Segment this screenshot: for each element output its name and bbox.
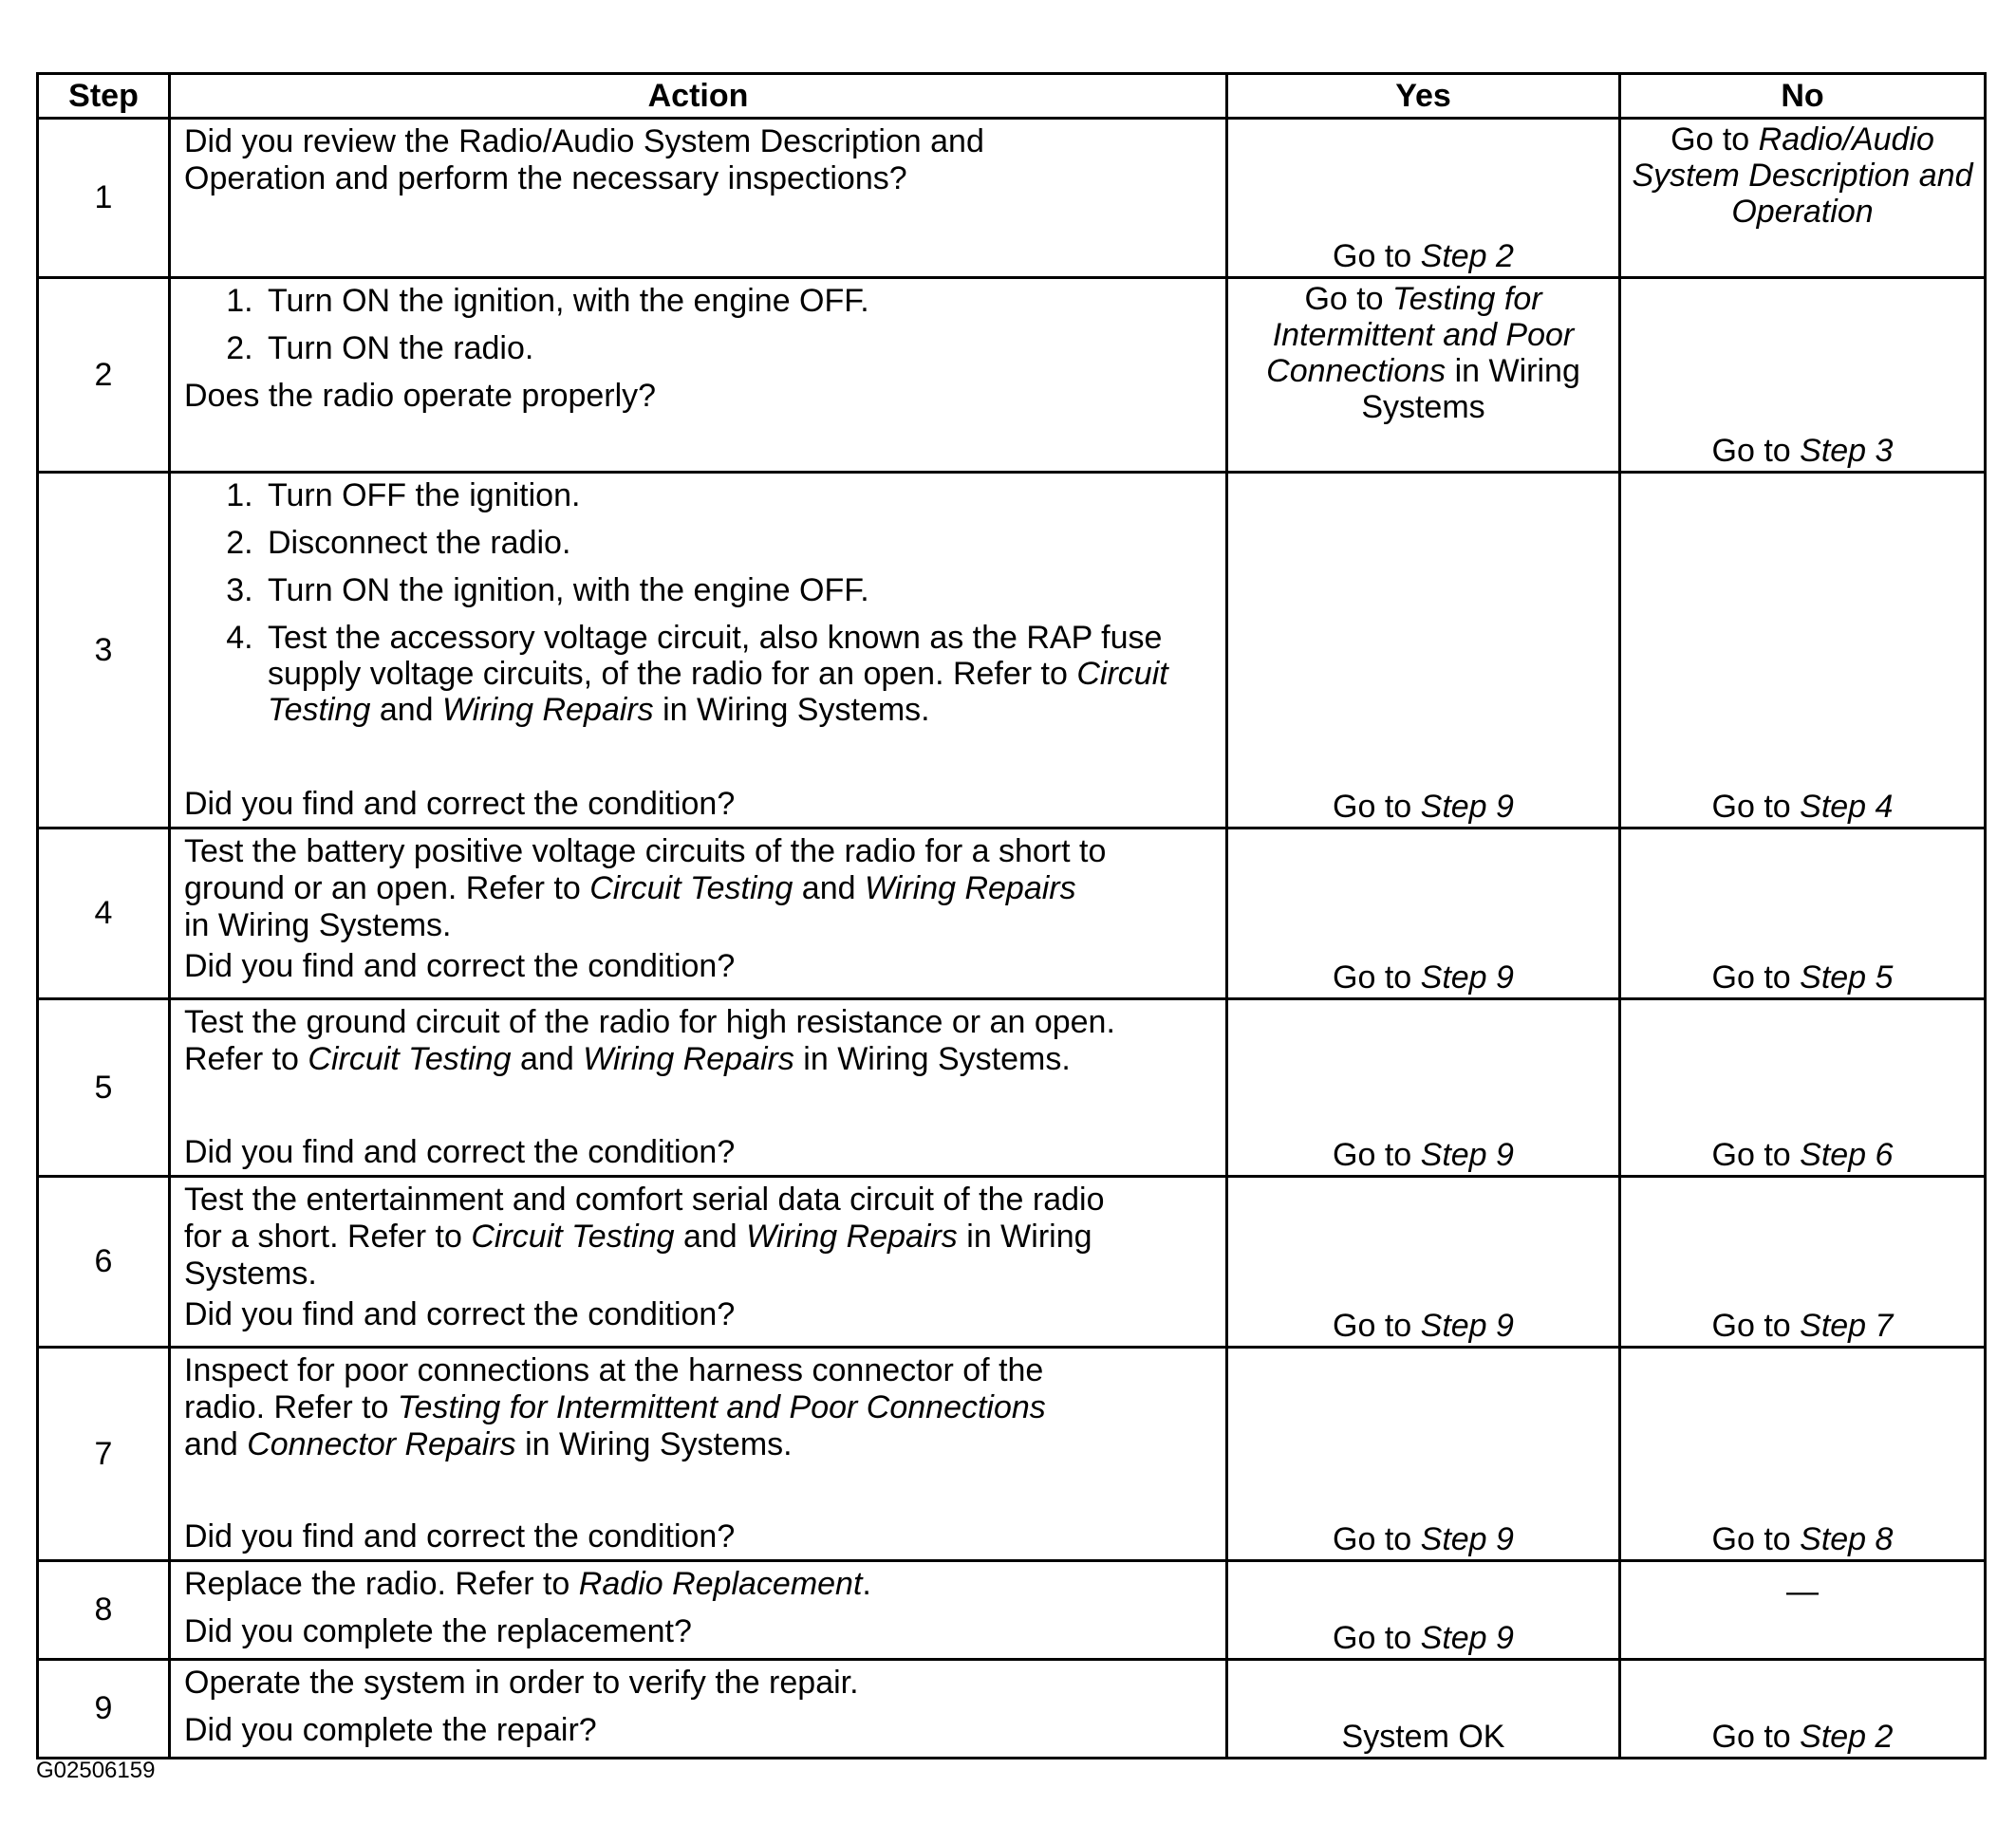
- table-row: [38, 1348, 1986, 1561]
- table-row: [38, 1660, 1986, 1759]
- header-action: Action: [170, 74, 1227, 119]
- yes-text: Go to: [1333, 1137, 1421, 1173]
- action-question: Did you find and correct the condition?: [184, 786, 736, 822]
- no-link[interactable]: Step 5: [1800, 959, 1894, 996]
- figure-id: G02506159: [36, 1758, 156, 1783]
- action-line: and Connector Repairs in Wiring Systems.: [184, 1426, 793, 1462]
- action-text: [184, 1004, 1212, 1078]
- action-line: Test the ground circuit of the radio for high resistance or an open.: [184, 1004, 1115, 1040]
- table-row: [38, 473, 1986, 828]
- action-cell: [170, 473, 1227, 828]
- action-question: Did you complete the repair?: [184, 1712, 597, 1748]
- action-list-item: 2. Disconnect the radio.: [262, 525, 1212, 562]
- yes-cell: [1227, 1177, 1620, 1348]
- yes-link[interactable]: Step 2: [1420, 238, 1514, 274]
- action-line: Replace the radio. Refer to Radio Replacement.: [184, 1566, 871, 1602]
- no-text: Go to: [1711, 789, 1801, 825]
- action-question: Does the radio operate properly?: [184, 378, 657, 414]
- action-line: radio. Refer to Testing for Intermittent and Poor Connections: [184, 1389, 1046, 1425]
- no-link[interactable]: Step 8: [1800, 1521, 1894, 1557]
- no-cell: [1620, 828, 1986, 999]
- no-cell: [1620, 1660, 1986, 1759]
- step-number: 4: [38, 828, 170, 999]
- action-line: Did you review the Radio/Audio System Description and: [184, 123, 984, 159]
- step-number: 8: [38, 1561, 170, 1660]
- yes-cell: [1227, 1348, 1620, 1561]
- step-number: 3: [38, 473, 170, 828]
- action-content: [184, 474, 1212, 823]
- yes-text: Go to: [1304, 281, 1393, 317]
- diagnostic-table: [36, 72, 1987, 1759]
- table-row: [38, 1177, 1986, 1348]
- no-link[interactable]: Radio/Audio System Description and Operation: [1632, 121, 1973, 230]
- action-line: Operation and perform the necessary inspections?: [184, 160, 907, 196]
- no-link[interactable]: Step 3: [1800, 433, 1894, 469]
- action-list: [184, 283, 1212, 367]
- action-list-item: 2. Turn ON the radio.: [262, 330, 1212, 367]
- yes-link[interactable]: Step 9: [1420, 1308, 1514, 1344]
- header-row: [38, 74, 1986, 119]
- action-cell: [170, 278, 1227, 473]
- action-question: Did you find and correct the condition?: [184, 1518, 736, 1554]
- step-number: 1: [38, 119, 170, 278]
- yes-cell: [1227, 473, 1620, 828]
- table-row: [38, 1561, 1986, 1660]
- yes-link[interactable]: Step 9: [1420, 959, 1514, 996]
- yes-cell: [1227, 1561, 1620, 1660]
- no-cell: [1620, 1348, 1986, 1561]
- action-cell: [170, 1660, 1227, 1759]
- step-number: 9: [38, 1660, 170, 1759]
- step-number: 5: [38, 999, 170, 1177]
- no-link[interactable]: Step 6: [1800, 1137, 1894, 1173]
- no-link[interactable]: Step 4: [1800, 789, 1894, 825]
- yes-text: Go to: [1333, 959, 1421, 996]
- yes-link[interactable]: Step 9: [1420, 1137, 1514, 1173]
- header-no: No: [1620, 74, 1986, 119]
- action-line: Test the entertainment and comfort serial data circuit of the radio: [184, 1182, 1105, 1218]
- yes-cell: [1227, 119, 1620, 278]
- action-text: [184, 1566, 1212, 1603]
- no-text: Go to: [1711, 1137, 1801, 1173]
- no-cell: [1620, 473, 1986, 828]
- no-cell: [1620, 1561, 1986, 1660]
- no-cell: [1620, 278, 1986, 473]
- action-line: Refer to Circuit Testing and Wiring Repairs in Wiring Systems.: [184, 1041, 1071, 1077]
- action-list: [184, 477, 1212, 738]
- table-row: [38, 278, 1986, 473]
- no-text: Go to: [1711, 1719, 1801, 1755]
- no-dash: —: [1786, 1573, 1819, 1610]
- yes-cell: [1227, 828, 1620, 999]
- action-cell: [170, 828, 1227, 999]
- yes-link[interactable]: Step 9: [1420, 1521, 1514, 1557]
- action-content: [184, 1000, 1212, 1171]
- no-cell: [1620, 119, 1986, 278]
- no-text: Go to: [1711, 959, 1801, 996]
- action-question: Did you find and correct the condition?: [184, 948, 736, 984]
- no-cell: [1620, 999, 1986, 1177]
- action-question: Did you complete the replacement?: [184, 1613, 692, 1649]
- table-row: [38, 828, 1986, 999]
- no-text: Go to: [1671, 121, 1759, 158]
- table-row: [38, 999, 1986, 1177]
- no-text: Go to: [1711, 1308, 1801, 1344]
- action-line: ground or an open. Refer to Circuit Testing and Wiring Repairs: [184, 870, 1076, 906]
- action-text: [184, 833, 1212, 944]
- no-link[interactable]: Step 7: [1800, 1308, 1894, 1344]
- action-cell: [170, 1348, 1227, 1561]
- yes-text: Go to: [1333, 1521, 1421, 1557]
- action-content: [184, 1349, 1212, 1555]
- action-line: Operate the system in order to verify the repair.: [184, 1665, 859, 1701]
- action-question: Did you find and correct the condition?: [184, 1296, 736, 1332]
- yes-text: System OK: [1341, 1719, 1505, 1755]
- yes-cell: [1227, 1660, 1620, 1759]
- action-line: Test the battery positive voltage circuits of the radio for a short to: [184, 833, 1107, 869]
- yes-text: Go to: [1333, 1308, 1421, 1344]
- action-line: Inspect for poor connections at the harness connector of the: [184, 1352, 1044, 1388]
- action-question: Did you find and correct the condition?: [184, 1134, 736, 1170]
- action-line: in Wiring Systems.: [184, 907, 452, 943]
- action-list-item: 4. Test the accessory voltage circuit, also known as the RAP fuse supply voltage circuits, of the radio for an open. Refer to Circuit Testing and Wiring Repairs in Wiring Systems.: [262, 620, 1212, 728]
- table-row: [38, 119, 1986, 278]
- action-cell: [170, 119, 1227, 278]
- action-text: [184, 1665, 1212, 1702]
- header-step: Step: [38, 74, 170, 119]
- no-cell: [1620, 1177, 1986, 1348]
- yes-text-suffix: in Wiring Systems: [1361, 353, 1580, 425]
- step-number: 2: [38, 278, 170, 473]
- action-text: [184, 123, 1212, 197]
- no-text: Go to: [1711, 1521, 1801, 1557]
- action-list-item: 1. Turn ON the ignition, with the engine OFF.: [262, 283, 1212, 320]
- yes-link[interactable]: Step 9: [1420, 1620, 1514, 1656]
- step-number: 6: [38, 1177, 170, 1348]
- action-list-item: 1. Turn OFF the ignition.: [262, 477, 1212, 514]
- diagnostic-table-sheet: [36, 72, 1984, 1755]
- yes-cell: [1227, 278, 1620, 473]
- action-cell: [170, 1177, 1227, 1348]
- yes-cell: [1227, 999, 1620, 1177]
- yes-text: Go to: [1333, 1620, 1421, 1656]
- yes-text: Go to: [1333, 789, 1421, 825]
- header-yes: Yes: [1227, 74, 1620, 119]
- action-cell: [170, 1561, 1227, 1660]
- yes-text: Go to: [1333, 238, 1421, 274]
- yes-link[interactable]: Step 9: [1420, 789, 1514, 825]
- action-cell: [170, 999, 1227, 1177]
- action-line: for a short. Refer to Circuit Testing and Wiring Repairs in Wiring: [184, 1219, 1092, 1255]
- action-list-item: 3. Turn ON the ignition, with the engine OFF.: [262, 572, 1212, 609]
- no-text: Go to: [1711, 433, 1801, 469]
- action-line: Systems.: [184, 1256, 317, 1292]
- action-text: [184, 1182, 1212, 1293]
- step-number: 7: [38, 1348, 170, 1561]
- no-link[interactable]: Step 2: [1800, 1719, 1894, 1755]
- yes-link[interactable]: Testing for Intermittent and Poor Connections: [1266, 281, 1575, 389]
- action-text: [184, 1352, 1212, 1463]
